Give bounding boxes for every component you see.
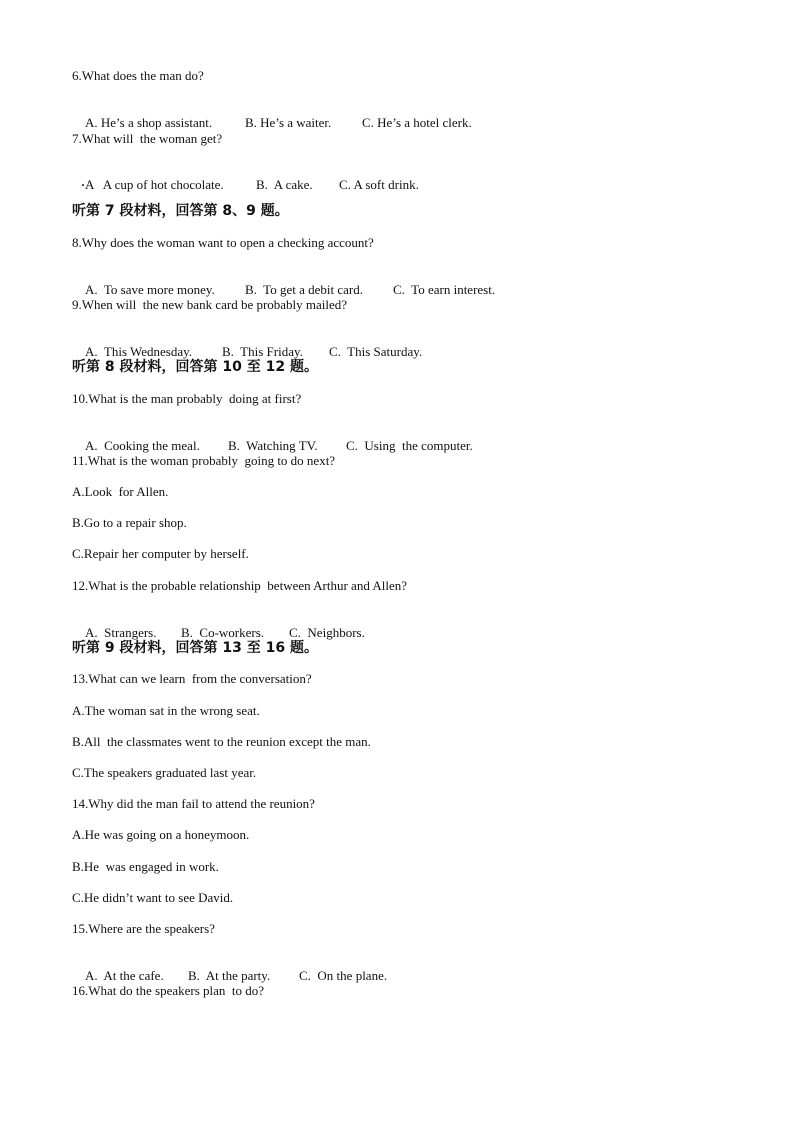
question-14: 14.Why did the man fail to attend the reunion? bbox=[72, 796, 315, 811]
question-12: 12.What is the probable relationship between Arthur and Allen? bbox=[72, 578, 408, 593]
option-c: C. A soft drink. bbox=[339, 177, 419, 192]
option-b: B. At the party. bbox=[188, 968, 271, 983]
option-b: B. This Friday. bbox=[222, 344, 303, 359]
option-c: C. To earn interest. bbox=[393, 282, 496, 297]
option-14c: C.He didn’t want to see David. bbox=[72, 890, 234, 905]
question-13: 13.What can we learn from the conversation? bbox=[72, 671, 312, 686]
option-b: B. A cake. bbox=[256, 177, 313, 192]
option-c: C. On the plane. bbox=[299, 968, 388, 983]
option-c: C. He’s a hotel clerk. bbox=[362, 115, 472, 130]
question-9: 9.When will the new bank card be probably mailed? bbox=[72, 297, 348, 312]
question-11: 11.What is the woman probably going to do next? bbox=[72, 453, 336, 468]
question-15: 15.Where are the speakers? bbox=[72, 921, 215, 936]
question-6: 6.What does the man do? bbox=[72, 68, 204, 83]
option-a: A. Cooking the meal. bbox=[85, 438, 200, 453]
option-a: A. Strangers. bbox=[85, 625, 157, 640]
option-b: B. Watching TV. bbox=[228, 438, 318, 453]
stray-mark bbox=[82, 184, 84, 186]
option-13a: A.The woman sat in the wrong seat. bbox=[72, 703, 260, 718]
option-a: A. To save more money. bbox=[85, 282, 215, 297]
question-7: 7.What will the woman get? bbox=[72, 131, 223, 146]
option-11c: C.Repair her computer by herself. bbox=[72, 546, 249, 561]
option-a: A. He’s a shop assistant. bbox=[85, 115, 213, 130]
option-b: B. Co-workers. bbox=[181, 625, 265, 640]
options-7 bbox=[72, 161, 419, 209]
option-14a: A.He was going on a honeymoon. bbox=[72, 827, 250, 842]
option-11b: B.Go to a repair shop. bbox=[72, 515, 187, 530]
option-c: C. Neighbors. bbox=[289, 625, 365, 640]
option-13c: C.The speakers graduated last year. bbox=[72, 765, 257, 780]
option-b: B. To get a debit card. bbox=[245, 282, 363, 297]
option-a: A A cup of hot chocolate. bbox=[85, 177, 224, 192]
question-16: 16.What do the speakers plan to do? bbox=[72, 983, 265, 998]
option-11a: A.Look for Allen. bbox=[72, 484, 169, 499]
option-b: B. He’s a waiter. bbox=[245, 115, 332, 130]
option-c: C. This Saturday. bbox=[329, 344, 423, 359]
option-13b: B.All the classmates went to the reunion except the man. bbox=[72, 734, 371, 749]
question-10: 10.What is the man probably doing at first? bbox=[72, 391, 302, 406]
section-9-heading: 听第 9 段材料，回答第 13 至 16 题。 bbox=[72, 640, 318, 656]
question-8: 8.Why does the woman want to open a checking account? bbox=[72, 235, 374, 250]
option-a: A. This Wednesday. bbox=[85, 344, 193, 359]
option-c: C. Using the computer. bbox=[346, 438, 473, 453]
option-14b: B.He was engaged in work. bbox=[72, 859, 219, 874]
option-a: A. At the cafe. bbox=[85, 968, 164, 983]
section-8-heading: 听第 8 段材料，回答第 10 至 12 题。 bbox=[72, 359, 318, 375]
section-7-heading: 听第 7 段材料，回答第 8、9 题。 bbox=[72, 203, 289, 219]
